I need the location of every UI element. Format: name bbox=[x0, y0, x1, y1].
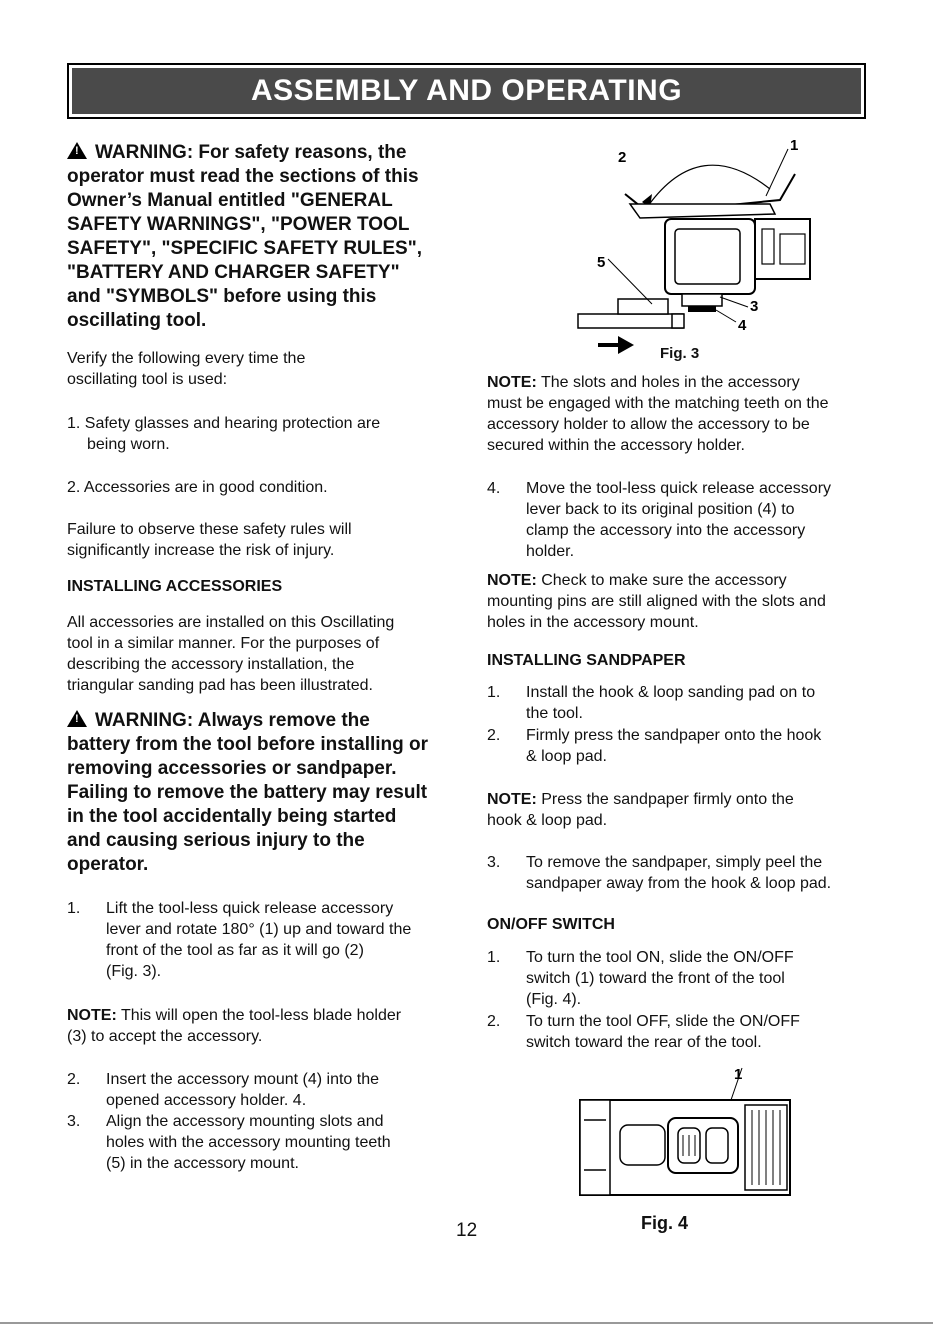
onoff-switch-heading: ON/OFF SWITCH bbox=[487, 916, 615, 933]
tool-nose bbox=[580, 1100, 610, 1195]
warning1-line: and "SYMBOLS" before using this bbox=[67, 286, 377, 307]
text-line: Check to make sure the accessory bbox=[536, 572, 787, 589]
text-line: (3) to accept the accessory. bbox=[67, 1028, 263, 1045]
text-line: Firmly press the sandpaper onto the hook bbox=[526, 727, 822, 744]
step-number: 2. bbox=[67, 1071, 81, 1088]
page-number: 12 bbox=[456, 1220, 478, 1241]
note-label: NOTE: bbox=[487, 791, 537, 808]
text-line: To turn the tool ON, slide the ON/OFF bbox=[526, 949, 794, 966]
sandpaper-step-1 bbox=[526, 682, 815, 724]
checklist-item-2: 2. Accessories are in good condition. bbox=[67, 479, 328, 496]
warning1-line: SAFETY", "SPECIFIC SAFETY RULES", bbox=[67, 238, 422, 259]
text-line: Verify the following every time the bbox=[67, 350, 306, 367]
note-open-holder bbox=[67, 1005, 401, 1047]
sanding-pad bbox=[578, 314, 683, 328]
warning1-line: SAFETY WARNINGS", "POWER TOOL bbox=[67, 214, 410, 235]
text-line: & loop pad. bbox=[526, 748, 607, 765]
verify-paragraph bbox=[67, 348, 305, 390]
callout-3: 3 bbox=[750, 298, 759, 315]
text-line: Lift the tool-less quick release accessory bbox=[106, 900, 394, 917]
switch-step-1 bbox=[526, 947, 794, 1010]
leader-3 bbox=[720, 297, 748, 307]
text-line: switch toward the rear of the tool. bbox=[526, 1034, 762, 1051]
text-line: mounting pins are still aligned with the slots and bbox=[487, 593, 826, 610]
warning2-line: in the tool accidentally being started bbox=[67, 806, 397, 827]
warning1-line: Owner’s Manual entitled "GENERAL bbox=[67, 190, 393, 211]
warning-icon bbox=[67, 710, 87, 727]
figure-4-illustration bbox=[570, 1060, 800, 1205]
warning1-line: "BATTERY AND CHARGER SAFETY" bbox=[67, 262, 400, 283]
warning-read-manual bbox=[67, 141, 457, 333]
checklist-item-1 bbox=[67, 413, 380, 455]
warning1-line: oscillating tool. bbox=[67, 310, 207, 331]
text-line: clamp the accessory into the accessory bbox=[526, 522, 806, 539]
text-line: the tool. bbox=[526, 705, 583, 722]
text-line: opened accessory holder. 4. bbox=[106, 1092, 307, 1109]
tool-collar bbox=[620, 1125, 665, 1165]
warning-remove-battery bbox=[67, 709, 457, 877]
step-number: 2. bbox=[487, 727, 501, 744]
note-label: NOTE: bbox=[487, 374, 537, 391]
leader-1 bbox=[766, 149, 788, 196]
warning2-line: Failing to remove the battery may result bbox=[67, 782, 428, 803]
text-line: holes with the accessory mounting teeth bbox=[106, 1134, 391, 1151]
text-line: hook & loop pad. bbox=[487, 812, 608, 829]
text-line: Insert the accessory mount (4) into the bbox=[106, 1071, 380, 1088]
accessory-mount bbox=[618, 299, 668, 314]
text-line: The slots and holes in the accessory bbox=[536, 374, 800, 391]
step-number: 1. bbox=[487, 684, 501, 701]
holder-clamp bbox=[688, 306, 716, 312]
installing-paragraph bbox=[67, 612, 394, 696]
text-line: To remove the sandpaper, simply peel the bbox=[526, 854, 823, 871]
text-line: Press the sandpaper firmly onto the bbox=[536, 791, 794, 808]
note-label: NOTE: bbox=[67, 1007, 117, 1024]
text-line: front of the tool as far as it will go (2) bbox=[106, 942, 364, 959]
text-line: secured within the accessory holder. bbox=[487, 437, 745, 454]
text-line: (Fig. 3). bbox=[106, 963, 162, 980]
text-line: (5) in the accessory mount. bbox=[106, 1155, 299, 1172]
text-line: To turn the tool OFF, slide the ON/OFF bbox=[526, 1013, 800, 1030]
leader-5 bbox=[608, 259, 652, 304]
callout-5: 5 bbox=[597, 254, 606, 271]
text-line: This will open the tool-less blade holder bbox=[116, 1007, 402, 1024]
tool-head bbox=[665, 219, 755, 294]
direction-arrow-head bbox=[618, 336, 634, 354]
warning2-line: removing accessories or sandpaper. bbox=[67, 758, 397, 779]
callout-1: 1 bbox=[734, 1066, 743, 1083]
pad-edge bbox=[672, 314, 684, 328]
leader-4 bbox=[716, 310, 736, 322]
sandpaper-step-3 bbox=[526, 852, 831, 894]
note-slots-holes bbox=[487, 372, 829, 456]
figure-3-label: Fig. 3 bbox=[660, 345, 700, 362]
section-banner bbox=[67, 63, 866, 119]
page-title: ASSEMBLY AND OPERATING bbox=[250, 74, 683, 107]
text-line: switch (1) toward the front of the tool bbox=[526, 970, 785, 987]
text-line: significantly increase the risk of injury. bbox=[67, 542, 335, 559]
installing-sandpaper-heading: INSTALLING SANDPAPER bbox=[487, 652, 686, 669]
text-line: 1. Safety glasses and hearing protection are bbox=[67, 415, 381, 432]
text-line: All accessories are installed on this Oscillating bbox=[67, 614, 395, 631]
text-line: must be engaged with the matching teeth on the bbox=[487, 395, 829, 412]
step-number: 3. bbox=[487, 854, 501, 871]
switch-step-2 bbox=[526, 1011, 800, 1053]
figure-3-illustration bbox=[570, 134, 870, 364]
step-number: 1. bbox=[67, 900, 81, 917]
text-line: Move the tool-less quick release accessory bbox=[526, 480, 832, 497]
installing-accessories-heading: INSTALLING ACCESSORIES bbox=[67, 578, 283, 595]
banner-background bbox=[72, 68, 861, 114]
rotation-arc bbox=[648, 165, 770, 206]
warning2-line: battery from the tool before installing or bbox=[67, 734, 429, 755]
text-line: (Fig. 4). bbox=[526, 991, 582, 1008]
sandpaper-step-2 bbox=[526, 725, 821, 767]
text-line: holes in the accessory mount. bbox=[487, 614, 699, 631]
step-number: 1. bbox=[487, 949, 501, 966]
warning1-line: WARNING: For safety reasons, the bbox=[95, 142, 407, 163]
tool-body bbox=[755, 219, 810, 279]
failure-paragraph bbox=[67, 519, 352, 561]
text-line: describing the accessory installation, the bbox=[67, 656, 355, 673]
text-line: lever and rotate 180° (1) up and toward the bbox=[106, 921, 412, 938]
step-number: 4. bbox=[487, 480, 501, 497]
warning2-line: and causing serious injury to the bbox=[67, 830, 365, 851]
text-line: being worn. bbox=[87, 436, 170, 453]
step-2-text bbox=[106, 1069, 379, 1111]
text-line: accessory holder to allow the accessory to be bbox=[487, 416, 810, 433]
switch-slot bbox=[706, 1128, 728, 1163]
step-number: 3. bbox=[67, 1113, 81, 1130]
step-3-text bbox=[106, 1111, 391, 1174]
step-number: 2. bbox=[487, 1013, 501, 1030]
text-line: oscillating tool is used: bbox=[67, 371, 228, 388]
text-line: triangular sanding pad has been illustrated. bbox=[67, 677, 373, 694]
step-1-text bbox=[106, 898, 411, 982]
note-mounting-pins bbox=[487, 570, 826, 633]
warning2-line: WARNING: Always remove the bbox=[95, 710, 370, 731]
figure-4-label: Fig. 4 bbox=[641, 1213, 689, 1233]
note-label: NOTE: bbox=[487, 572, 537, 589]
text-line: sandpaper away from the hook & loop pad. bbox=[526, 875, 832, 892]
callout-4: 4 bbox=[738, 317, 747, 334]
text-line: Failure to observe these safety rules will bbox=[67, 521, 352, 538]
warning2-line: operator. bbox=[67, 854, 149, 875]
accessory-holder bbox=[682, 294, 722, 306]
text-line: holder. bbox=[526, 543, 575, 560]
text-line: Align the accessory mounting slots and bbox=[106, 1113, 384, 1130]
step-4-text bbox=[526, 478, 831, 562]
lever-body bbox=[630, 204, 775, 218]
warning-icon bbox=[67, 142, 87, 159]
warning1-line: operator must read the sections of this bbox=[67, 166, 419, 187]
note-press-sandpaper bbox=[487, 789, 794, 831]
callout-1: 1 bbox=[790, 137, 799, 154]
text-line: tool in a similar manner. For the purposes of bbox=[67, 635, 380, 652]
callout-2: 2 bbox=[618, 149, 627, 166]
text-line: lever back to its original position (4) to bbox=[526, 501, 795, 518]
text-line: Install the hook & loop sanding pad on to bbox=[526, 684, 816, 701]
